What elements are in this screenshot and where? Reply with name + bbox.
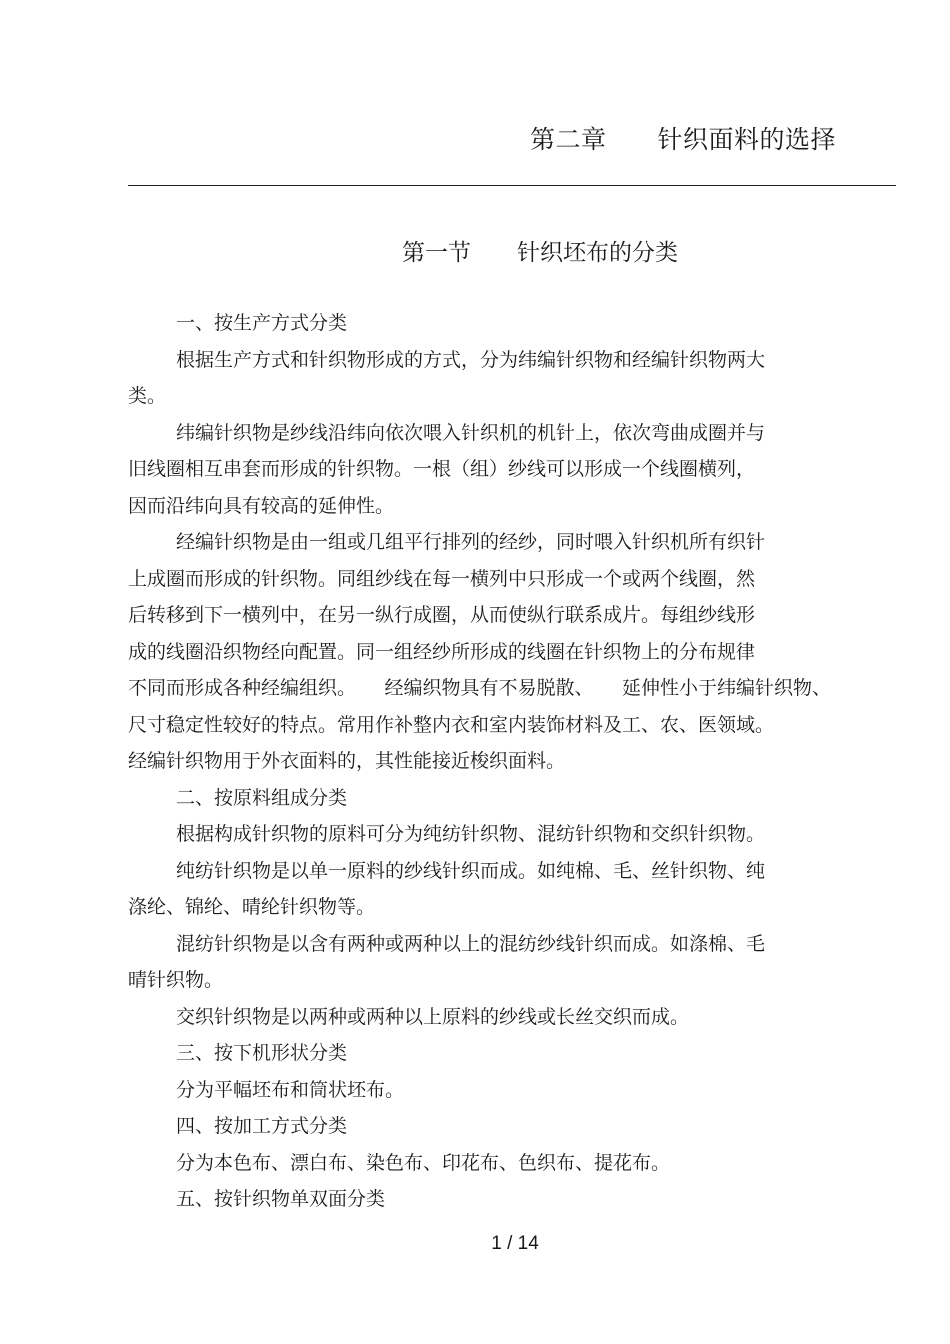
paragraph-line: 经编针织物是由一组或几组平行排列的经纱，同时喂入针织机所有织针	[176, 531, 766, 553]
chapter-title: 第二章 针织面料的选择	[530, 125, 837, 154]
paragraph-line: 根据生产方式和针织物形成的方式，分为纬编针织物和经编针织物两大	[176, 349, 766, 371]
paragraph-line: 分为本色布、漂白布、染色布、印花布、色织布、提花布。	[176, 1152, 671, 1174]
paragraph-line: 涤纶、锦纶、晴纶针织物等。	[128, 896, 376, 918]
paragraph-line: 交织针织物是以两种或两种以上原料的纱线或长丝交织而成。	[176, 1006, 690, 1028]
paragraph-line: 上成圈而形成的针织物。同组纱线在每一横列中只形成一个或两个线圈，然	[128, 568, 756, 590]
paragraph-line: 分为平幅坯布和筒状坯布。	[176, 1079, 405, 1101]
paragraph-line: 旧线圈相互串套而形成的针织物。一根（组）纱线可以形成一个线圈横列，	[128, 458, 756, 480]
section-title: 第一节 针织坯布的分类	[402, 240, 678, 266]
header-rule	[128, 185, 896, 186]
paragraph-line: 经编针织物用于外衣面料的，其性能接近梭织面料。	[128, 750, 566, 772]
heading-production-method: 一、按生产方式分类	[176, 312, 348, 334]
paragraph-line: 晴针织物。	[128, 969, 224, 991]
paragraph-line: 混纺针织物是以含有两种或两种以上的混纺纱线针织而成。如涤棉、毛	[176, 933, 766, 955]
paragraph-line: 后转移到下一横列中，在另一纵行成圈，从而使纵行联系成片。每组纱线形	[128, 604, 756, 626]
page-number: 1 / 14	[491, 1233, 539, 1254]
paragraph-line: 尺寸稳定性较好的特点。常用作补整内衣和室内装饰材料及工、农、医领域。	[128, 714, 775, 736]
heading-material-composition: 二、按原料组成分类	[176, 787, 348, 809]
paragraph-line: 纯纺针织物是以单一原料的纱线针织而成。如纯棉、毛、丝针织物、纯	[176, 860, 766, 882]
paragraph-line: 纬编针织物是纱线沿纬向依次喂入针织机的机针上，依次弯曲成圈并与	[176, 422, 766, 444]
heading-single-double-face: 五、按针织物单双面分类	[176, 1188, 386, 1210]
paragraph-line: 因而沿纬向具有较高的延伸性。	[128, 495, 395, 517]
paragraph-line: 类。	[128, 385, 167, 407]
heading-machine-shape: 三、按下机形状分类	[176, 1042, 348, 1064]
paragraph-line: 根据构成针织物的原料可分为纯纺针织物、混纺针织物和交织针织物。	[176, 823, 766, 845]
heading-processing-method: 四、按加工方式分类	[176, 1115, 348, 1137]
paragraph-line: 不同而形成各种经编组织。 经编织物具有不易脱散、 延伸性小于纬编针织物、	[128, 677, 832, 699]
paragraph-line: 成的线圈沿织物经向配置。同一组经纱所形成的线圈在针织物上的分布规律	[128, 641, 756, 663]
